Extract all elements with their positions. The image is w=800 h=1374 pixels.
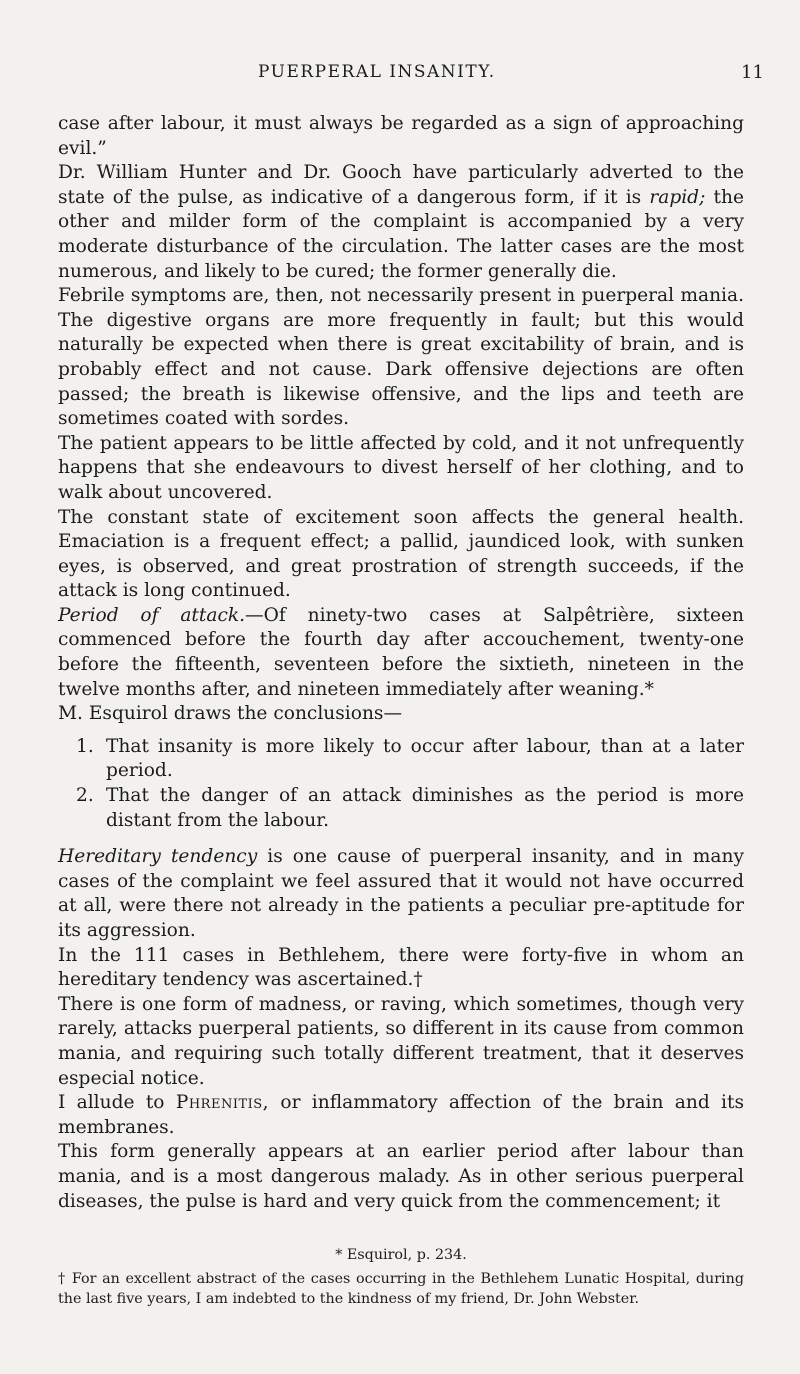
footnote: † For an excellent abstract of the cases occurring in the Bethlehem Lunatic Hospital, during the last five years, I am indebted to the kindness of my friend, Dr. John Webster. [58,1271,744,1307]
small-caps-term: Phrenitis, [175,1092,270,1114]
section-heading: Period of attack. [58,604,246,626]
page-header [0,62,800,92]
paragraph: There is one form of madness, or raving, which sometimes, though very rarely, attacks puerperal patients, so different in its cause from common mania, and requiring such totally different treatment, that it deserves especial notice. [58,993,744,1089]
paragraph: Dr. William Hunter and Dr. Gooch have particularly adverted to the state of the pulse, as indicative of a dangerous form, if it is rapid; the other and milder form of the complaint is accompanied by a very moderate disturbance of the circulation. The latter cases are the most numerous, and likely to be cured; the former generally die. [58,162,744,282]
footnotes [58,1245,744,1309]
list-item: 2. That the danger of an attack diminishes as the period is more distant from the labour. [76,785,744,831]
section-heading: Hereditary tendency [58,846,258,868]
paragraph: The constant state of excitement soon affects the general health. Emaciation is a frequent effect; a pallid, jaundiced look, with sunken eyes, is observed, and great prostration of strength succeeds, if the attack is long continued. [58,506,744,602]
paragraph: case after labour, it must always be regarded as a sign of approaching evil.” [58,113,744,159]
conclusions-list [58,735,744,833]
paragraph: Hereditary tendency is one cause of puerperal insanity, and in many cases of the complaint we feel assured that it would not have occurred at all, were there not already in the patients a peculiar pre-aptitude for its aggression. [58,846,744,941]
paragraph: M. Esquirol draws the conclusions— [58,703,403,725]
paragraph: Febrile symptoms are, then, not necessarily present in puerperal mania. The digestive organs are more frequently in fault; but this would naturally be expected when there is great excitability of brain, and is probably effect and not cause. Dark offensive dejections are often passed; the breath is likewise offensive, and the lips and teeth are sometimes coated with sordes. [58,285,744,430]
body-text [58,112,744,1214]
footnote: * Esquirol, p. 234. [335,1247,467,1263]
paragraph: I allude to Phrenitis, or inflammatory affection of the brain and its membranes. [58,1092,745,1138]
running-head: PUERPERAL INSANITY. [258,62,496,82]
list-item: 1. That insanity is more likely to occur after labour, than at a later period. [76,735,744,782]
paragraph: Period of attack.—Of ninety-two cases at Salpêtrière, sixteen commenced before the fourth day after accouchement, twenty-one before the fifteenth, seventeen before the sixtieth, nineteen in the twelve months after, and nineteen immediately after weaning.* [58,604,744,700]
page-number: 11 [741,62,764,83]
emphasis: rapid; [649,186,706,208]
paragraph: The patient appears to be little affected by cold, and it not unfrequently happens that she endeavours to divest herself of her clothing, and to walk about uncovered. [58,432,744,503]
paragraph: In the 111 cases in Bethlehem, there were forty-five in whom an hereditary tendency was ascertained.† [58,944,744,991]
paragraph: This form generally appears at an earlier period after labour than mania, and is a most dangerous malady. As in other serious puerperal diseases, the pulse is hard and very quick from the commencement; it [58,1141,744,1212]
